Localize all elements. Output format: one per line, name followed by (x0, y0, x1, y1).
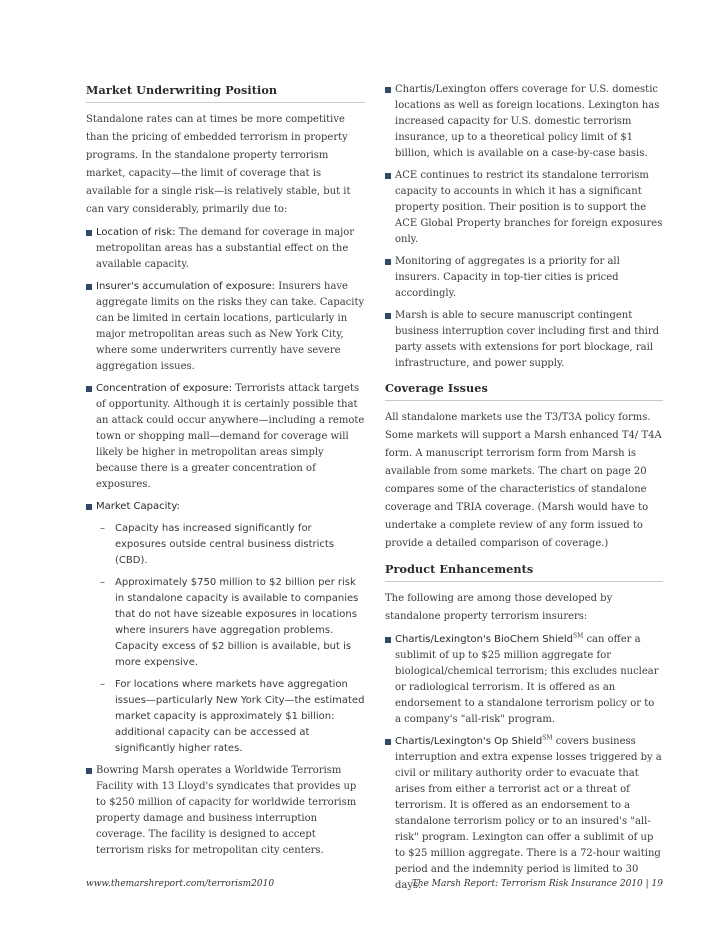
bullet-concentration-of-exposure: Concentration of exposure: Terrorists attack targets of opportunity. Although it is certainly possible that an attack could occur anywhere—including a remote town or shopping mall—demand for coverage will likely be higher in metropolitan areas simply because there is a greater concentration of exposures. (86, 381, 365, 493)
bullet-square-icon (86, 284, 92, 290)
bullet-square-icon (385, 259, 391, 265)
bullet-marsh-contingent: Marsh is able to secure manuscript contingent business interruption cover including first and third party assets with extensions for port blockage, rail infrastructure, and power supply. (385, 308, 663, 372)
section-heading-coverage-issues: Coverage Issues (385, 380, 663, 401)
bullet-square-icon (385, 637, 391, 643)
bullet-biochem-shield: Chartis/Lexington's BioChem Shield℠ can offer a sublimit of up to $25 million aggregate for biological/chemical terrorism; this excludes nuclear or radiological terrorism. It is offered as an endorsement to a standalone terrorism policy or to a company's "all-risk" program. (385, 632, 663, 728)
bullet-market-capacity: Market Capacity: (86, 499, 365, 515)
bullet-square-icon (86, 230, 92, 236)
section-heading-product-enhancements: Product Enhancements (385, 561, 663, 582)
footer-report-title: The Marsh Report: Terrorism Risk Insurance 2010 | 19 (411, 879, 663, 889)
intro-paragraph: Standalone rates can at times be more competitive than the pricing of embedded terrorism in property programs. In the standalone property terrorism market, capacity—the limit of coverage that is available for a single risk—is relatively stable, but it can vary considerably, primarily due to: (86, 114, 351, 215)
bullet-bowring-marsh: Bowring Marsh operates a Worldwide Terrorism Facility with 13 Lloyd's syndicates that provides up to $250 million of capacity for worldwide terrorism property damage and business interruption coverage. The facility is designed to accept terrorism risks for metropolitan city centers. (86, 763, 365, 859)
bullet-square-icon (86, 504, 92, 510)
dash-item-nyc-capacity: – For locations where markets have aggregation issues—particularly New York City—the estimated market capacity is approximately $1 billion: additional capacity can be accessed at significantly higher rates. (100, 679, 365, 754)
left-column (86, 82, 365, 859)
footer-url-link[interactable]: www.themarshreport.com/terrorism2010 (86, 879, 275, 889)
section-heading-market-underwriting: Market Underwriting Position (86, 82, 365, 103)
bullet-ace: ACE continues to restrict its standalone terrorism capacity to accounts in which it has a significant property position. Their position is to support the ACE Global Property branches for foreign exposures only. (385, 168, 663, 248)
dash-item-capacity-increased: – Capacity has increased significantly for exposures outside central business districts (CBD). (100, 523, 335, 566)
bullet-square-icon (385, 739, 391, 745)
bullet-chartis-lexington: Chartis/Lexington offers coverage for U.S. domestic locations as well as foreign locations. Lexington has increased capacity for U.S. domestic terrorism insurance, up to a theoretical policy limit of $1 billion, which is available on a case-by-case basis. (385, 82, 663, 162)
bullet-insurer-accumulation: Insurer's accumulation of exposure: Insurers have aggregate limits on the risks they can take. Capacity can be limited in certain locations, particularly in major metropolitan areas such as New York City, where some underwriters currently have severe aggregation issues. (86, 279, 365, 375)
bullet-square-icon (385, 87, 391, 93)
bullet-square-icon (385, 313, 391, 319)
dash-item-approximate-capacity: – Approximately $750 million to $2 billion per risk in standalone capacity is available to companies that do not have sizeable exposures in locations where insurers have aggregation problems. Capacity excess of $2 billion is available, but is more expensive. (100, 577, 359, 668)
bullet-square-icon (385, 173, 391, 179)
bullet-location-of-risk: Location of risk: The demand for coverage in major metropolitan areas has a substantial effect on the available capacity. (86, 225, 365, 273)
product-intro-paragraph: The following are among those developed by standalone property terrorism insurers: (385, 593, 613, 622)
coverage-paragraph: All standalone markets use the T3/T3A policy forms. Some markets will support a Marsh enhanced T4/ T4A form. A manuscript terrorism form from Marsh is available from some markets. The chart on page 20 compares some of the characteristics of standalone coverage and TRIA coverage. (Marsh would have to undertake a complete review of any form issued to provide a detailed comparison of coverage.) (385, 412, 662, 549)
bullet-square-icon (86, 386, 92, 392)
bullet-op-shield: Chartis/Lexington's Op Shield℠ covers business interruption and extra expense losses triggered by a civil or military authority order to evacuate that arises from either a terrorist act or a threat of terrorism. It is offered as an endorsement to a standalone terrorism policy or to an insured's "all-risk" program. Lexington can offer a sublimit of up to $25 million aggregate. There is a 72-hour waiting period and the indemnity period is limited to 30 days. (385, 734, 663, 894)
bullet-square-icon (86, 768, 92, 774)
bullet-monitoring-aggregates: Monitoring of aggregates is a priority for all insurers. Capacity in top-tier cities is priced accordingly. (385, 254, 663, 302)
right-column (385, 82, 663, 894)
